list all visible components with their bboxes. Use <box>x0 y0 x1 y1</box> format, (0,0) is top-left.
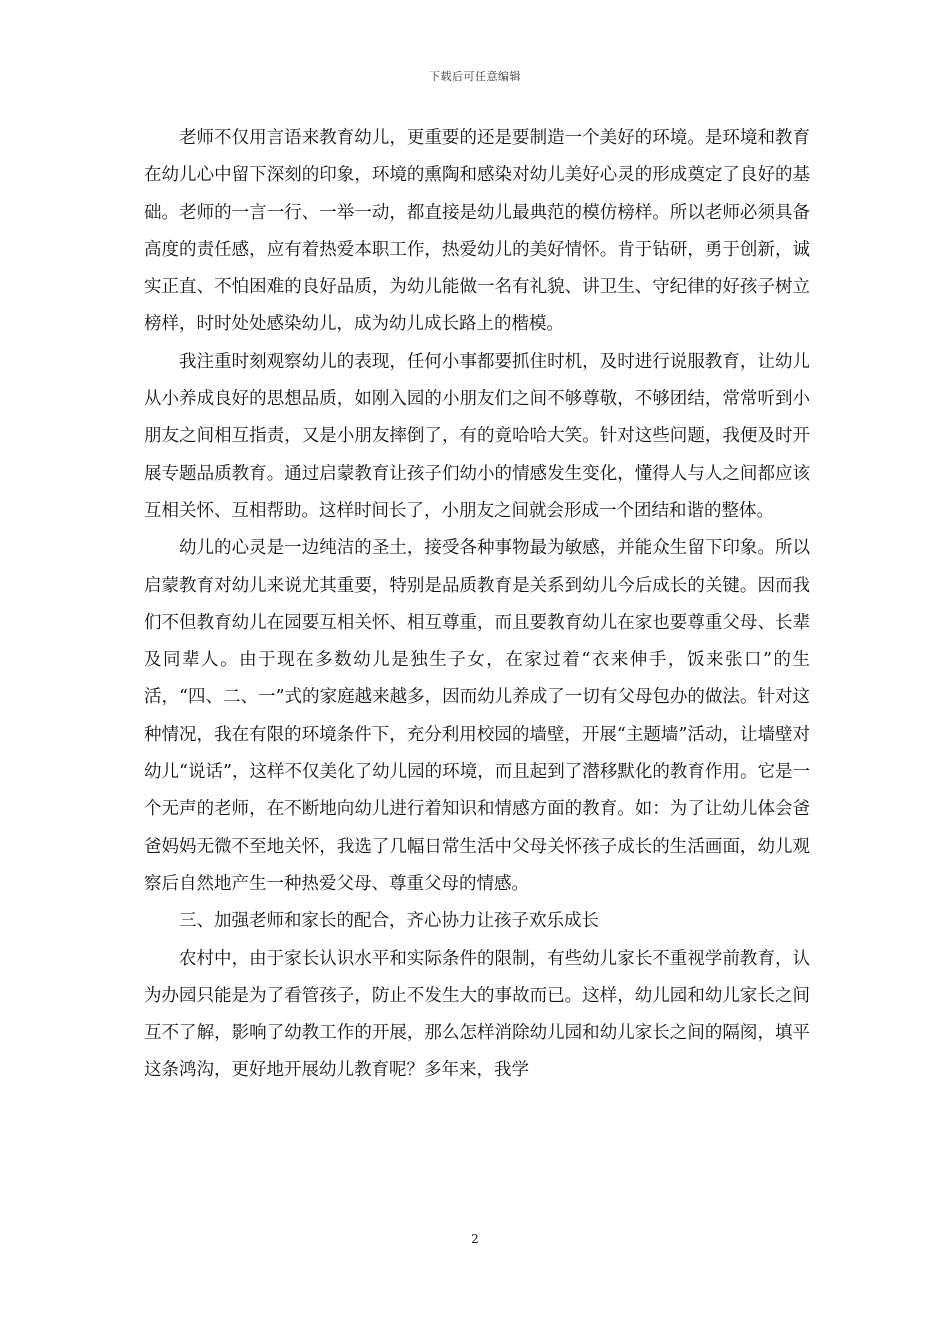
page-number: 2 <box>471 1232 479 1246</box>
page-header: 下载后可任意编辑 <box>429 70 521 83</box>
section-heading-teacher-parent-cooperation: 三、加强老师和家长的配合，齐心协力让孩子欢乐成长 <box>179 911 599 932</box>
paragraph-observe-children: 我注重时刻观察幼儿的表现，任何小事都要抓住时机，及时进行说服教育，让幼儿从小养成良好的思想品质，如刚入园的小朋友们之间不够尊敬，不够团结，常常听到小朋友之间相互指责，又是小朋友摔倒了，有的竟哈哈大笑。针对这些问题，我便及时开展专题品质教育。通过启蒙教育让孩子们幼小的情感发生变化，懂得人与人之间都应该互相关怀、互相帮助。这样时间长了，小朋友之间就会形成一个团结和谐的整体。 <box>144 351 810 521</box>
paragraph-teacher-role-model: 老师不仅用言语来教育幼儿，更重要的还是要制造一个美好的环境。是环境和教育在幼儿心中留下深刻的印象，环境的熏陶和感染对幼儿美好心灵的形成奠定了良好的基础。老师的一言一行、一举一动，都直接是幼儿最典范的模仿榜样。所以老师必须具备高度的责任感，应有着热爱本职工作，热爱幼儿的美好情怀。肯于钻研，勇于创新，诚实正直、不怕困难的良好品质，为幼儿能做一名有礼貌、讲卫生、守纪律的好孩子树立榜样，时时处处感染幼儿，成为幼儿成长路上的楷模。 <box>144 128 810 335</box>
document-body <box>144 120 810 1090</box>
paragraph-rural-parents: 农村中，由于家长认识水平和实际条件的限制，有些幼儿家长不重视学前教育，认为办园只能是为了看管孩子，防止不发生大的事故而已。这样，幼儿园和幼儿家长之间互不了解，影响了幼教工作的开展，那么怎样消除幼儿园和幼儿家长之间的隔阂，填平这条鸿沟，更好地开展幼儿教育呢？多年来，我学 <box>144 948 810 1081</box>
paragraph-moral-education: 幼儿的心灵是一边纯洁的圣土，接受各种事物最为敏感，并能众生留下印象。所以启蒙教育对幼儿来说尤其重要，特别是品质教育是关系到幼儿今后成长的关键。因而我们不但教育幼儿在园要互相关怀、相互尊重，而且要教育幼儿在家也要尊重父母、长辈及同辈人。由于现在多数幼儿是独生子女，在家过着“衣来伸手，饭来张口”的生活，“四、二、一”式的家庭越来越多，因而幼儿养成了一切有父母包办的做法。针对这种情况，我在有限的环境条件下，充分利用校园的墙壁，开展“主题墙”活动，让墙壁对幼儿“说话”，这样不仅美化了幼儿园的环境，而且起到了潜移默化的教育作用。它是一个无声的老师，在不断地向幼儿进行着知识和情感方面的教育。如：为了让幼儿体会爸爸妈妈无微不至地关怀，我选了几幅日常生活中父母关怀孩子成长的生活画面，幼儿观察后自然地产生一种热爱父母、尊重父母的情感。 <box>144 538 810 894</box>
